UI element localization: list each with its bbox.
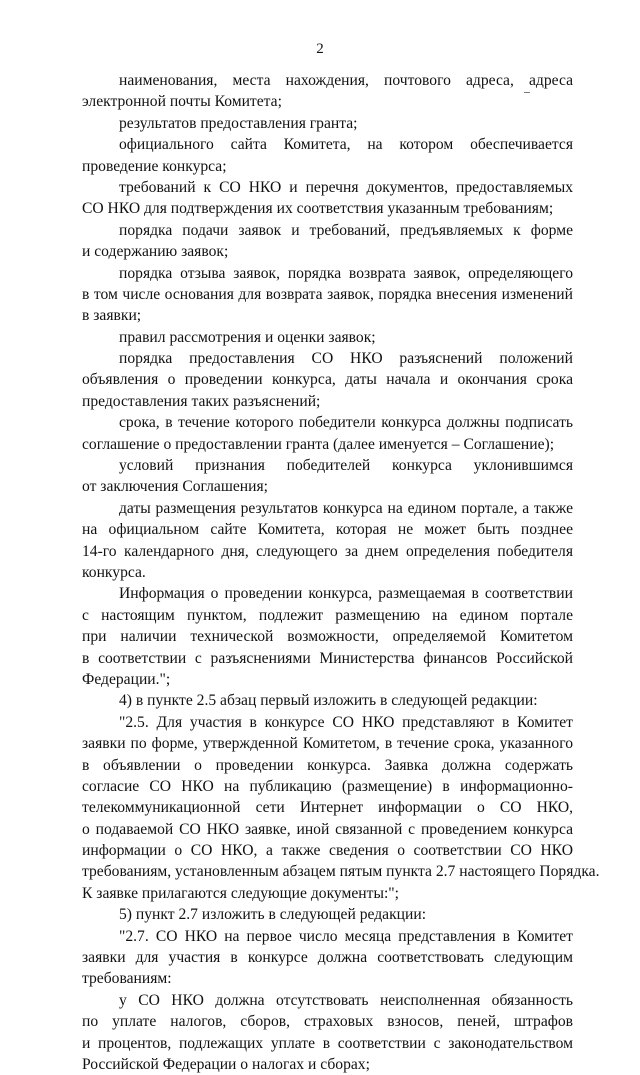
text-line: требованиям:: [82, 970, 172, 988]
text-line: "2.7. СО НКО на первое число месяца представления в Комитет: [119, 927, 573, 945]
text-line: Информация о проведении конкурса, размещаемая в соответствии: [119, 585, 573, 603]
text-line: правил рассмотрения и оценки заявок;: [119, 328, 376, 346]
text-line: у СО НКО должна отсутствовать неисполненная обязанность: [119, 991, 573, 1009]
text-line: и процентов, подлежащих уплате в соответствии с законодательством: [82, 1034, 573, 1052]
text-line: результатов предоставления гранта;: [119, 114, 358, 132]
text-line: условий признания победителей конкурса уклонившимся: [119, 457, 573, 475]
text-line: К заявке прилагаются следующие документы:";: [82, 884, 399, 902]
text-line: предоставления таких разъяснений;: [82, 392, 321, 410]
text-line: требованиям, установленным абзацем пятым пункта 2.7 настоящего Порядка.: [82, 863, 600, 881]
text-line: "2.5. Для участия в конкурсе СО НКО представляют в Комитет: [119, 713, 573, 731]
text-line: информации о СО НКО, а также сведения о соответствии СО НКО: [82, 842, 573, 860]
text-line: в соответствии с разъяснениями Министерства финансов Российской: [82, 649, 573, 667]
text-line: в объявлении о проведении конкурса. Заявка должна содержать: [82, 756, 573, 774]
text-line: в заявки;: [82, 307, 142, 325]
document-body: [82, 70, 600, 1075]
text-line: СО НКО для подтверждения их соответствия указанным требованиям;: [82, 200, 554, 218]
text-line: Российской Федерации о налогах и сборах;: [82, 1055, 370, 1073]
text-line: Федерации.";: [82, 670, 171, 688]
text-line: от заключения Соглашения;: [82, 478, 268, 496]
text-line: порядка отзыва заявок, порядка возврата заявок, определяющего: [119, 264, 573, 282]
text-line: порядка предоставления СО НКО разъяснений положений: [119, 350, 573, 368]
text-line: проведение конкурса;: [82, 157, 227, 175]
text-line: по уплате налогов, сборов, страховых взносов, пеней, штрафов: [82, 1013, 573, 1031]
page-number: 2: [316, 41, 324, 57]
text-line: даты размещения результатов конкурса на едином портале, а также: [119, 499, 573, 517]
text-line: электронной почты Комитета;: [82, 93, 282, 111]
text-line: объявления о проведении конкурса, даты начала и окончания срока: [82, 371, 573, 389]
text-line: заявки по форме, утвержденной Комитетом, в течение срока, указанного: [82, 735, 573, 753]
text-line: порядка подачи заявок и требований, предъявляемых к форме: [119, 221, 573, 239]
text-line: телекоммуникационной сети Интернет информации о СО НКО,: [82, 799, 573, 817]
text-line: наименования, места нахождения, почтового адреса, адреса: [119, 72, 573, 89]
text-line: на официальном сайте Комитета, которая не может быть позднее: [82, 521, 573, 539]
text-line: требований к СО НКО и перечня документов, предоставляемых: [119, 178, 573, 196]
text-line: заявки для участия в конкурсе должна соответствовать следующим: [82, 949, 573, 967]
text-line: соглашение о предоставлении гранта (далее именуется – Соглашение);: [82, 435, 555, 453]
text-line: официального сайта Комитета, на котором обеспечивается: [119, 136, 573, 154]
text-line: срока, в течение которого победители конкурса должны подписать: [119, 414, 573, 432]
text-line: и содержанию заявок;: [82, 243, 229, 261]
text-line: 4) в пункте 2.5 абзац первый изложить в следующей редакции:: [119, 692, 538, 710]
text-line: при наличии технической возможности, определяемой Комитетом: [82, 628, 573, 646]
text-line: с настоящим пунктом, подлежит размещению на едином портале: [82, 606, 573, 624]
text-line: в том числе основания для возврата заявок, порядка внесения изменений: [82, 285, 573, 303]
text-line: о подаваемой СО НКО заявке, иной связанной с проведением конкурса: [82, 820, 573, 838]
text-line: согласие СО НКО на публикацию (размещение) в информационно-: [82, 777, 573, 795]
text-line: 5) пункт 2.7 изложить в следующей редакции:: [119, 906, 427, 924]
text-line: 14-го календарного дня, следующего за днем определения победителя: [82, 542, 573, 560]
text-line: конкурса.: [82, 563, 146, 581]
